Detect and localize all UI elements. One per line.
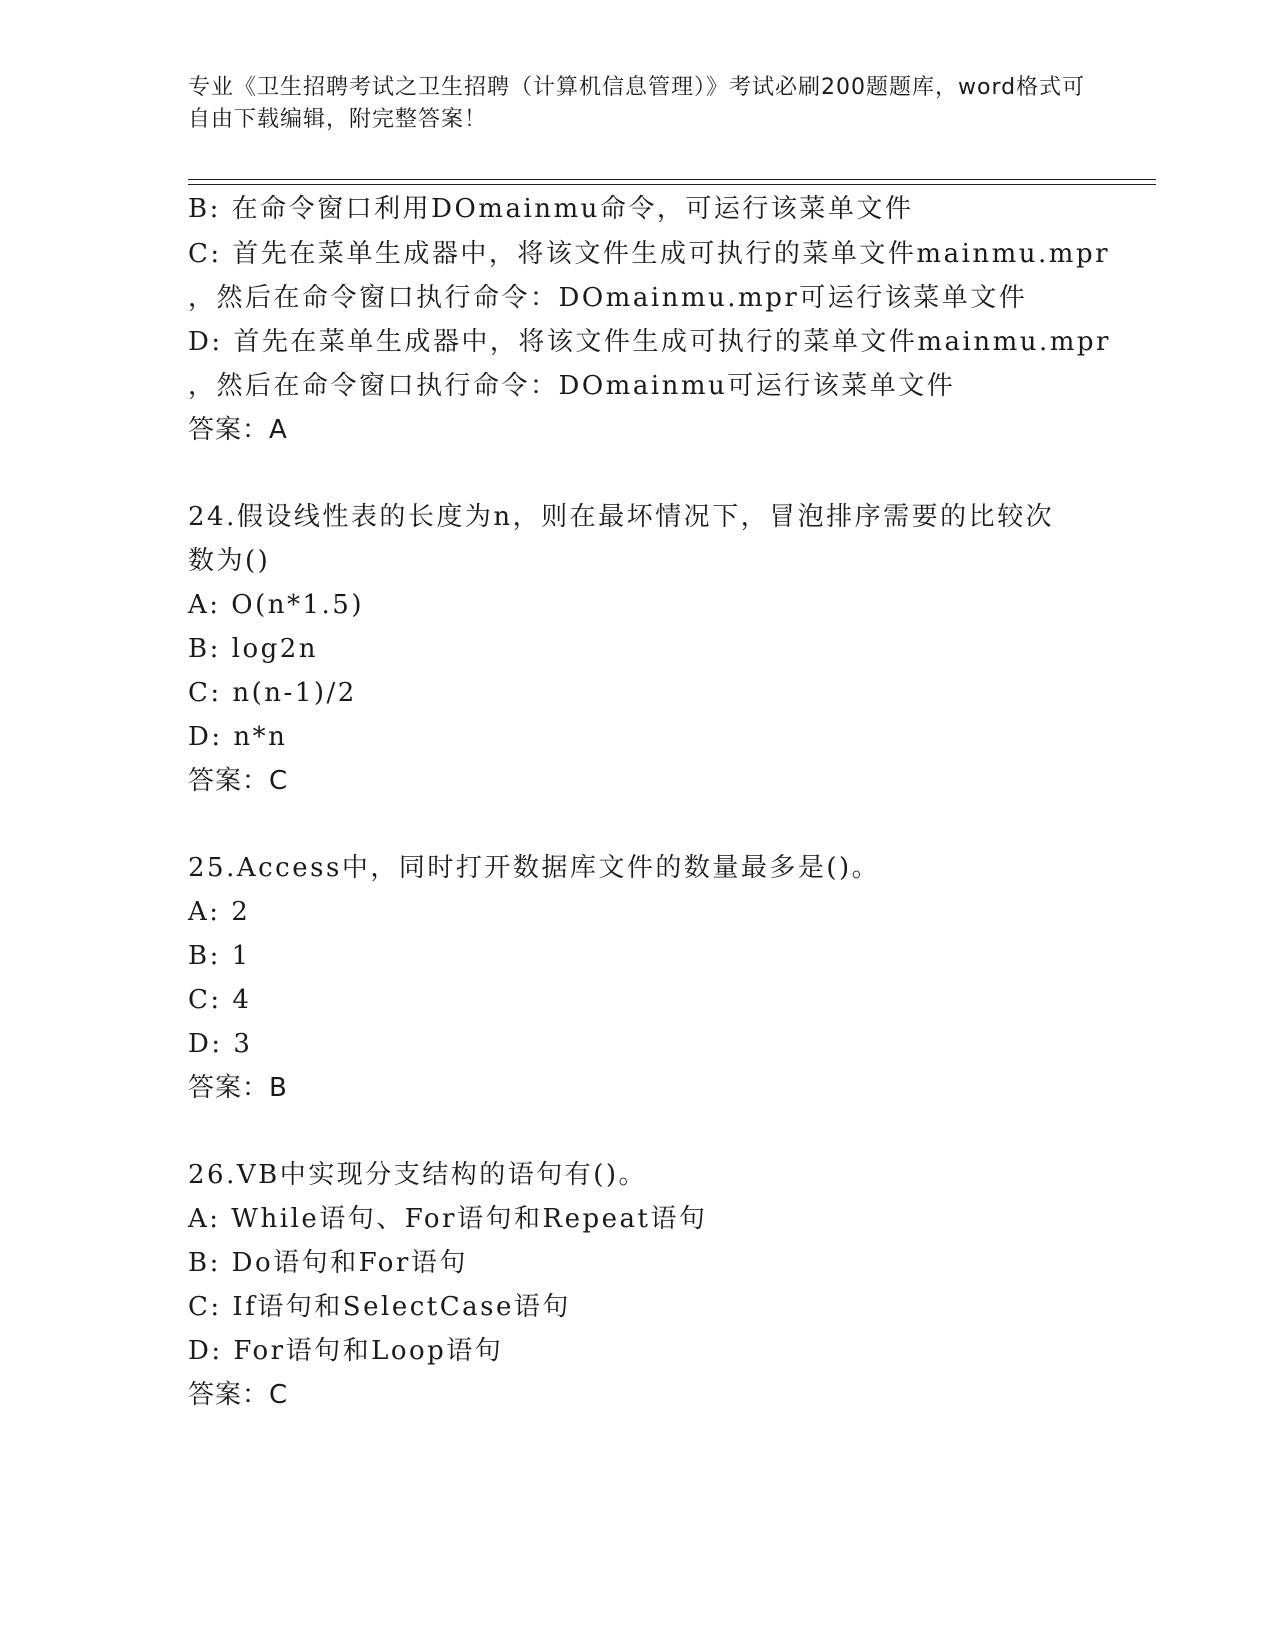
header-divider-top — [188, 179, 1156, 180]
q25-option-d: D: 3 — [188, 1029, 253, 1059]
q25-question: 25.Access中，同时打开数据库文件的数量最多是()。 — [188, 853, 881, 883]
q24-answer: 答案：C — [188, 766, 289, 796]
q26-option-b: B: Do语句和For语句 — [188, 1248, 468, 1278]
q24-option-d: D: n*n — [188, 722, 288, 752]
q25-answer: 答案：B — [188, 1073, 288, 1103]
q23-answer: 答案：A — [188, 415, 288, 445]
q24-option-b: B: log2n — [188, 634, 319, 664]
q24-option-a: A: O(n*1.5) — [188, 590, 364, 620]
q25-option-c: C: 4 — [188, 985, 252, 1015]
q23-option-c-line1: C: 首先在菜单生成器中，将该文件生成可执行的菜单文件mainmu.mpr — [188, 239, 1111, 269]
q25-option-a: A: 2 — [188, 897, 251, 927]
q24-option-c: C: n(n-1)/2 — [188, 678, 357, 708]
document-header: 专业《卫生招聘考试之卫生招聘（计算机信息管理）》考试必刷200题题库，word格式可自由下载编辑，附完整答案！ — [188, 75, 1086, 132]
q26-option-a: A: While语句、For语句和Repeat语句 — [188, 1204, 708, 1234]
q26-option-c: C: If语句和SelectCase语句 — [188, 1292, 571, 1322]
q23-option-c-line2: ，然后在命令窗口执行命令：DOmainmu.mpr可运行该菜单文件 — [188, 283, 1028, 313]
q26-option-d: D: For语句和Loop语句 — [188, 1336, 504, 1366]
header-divider-bottom — [188, 184, 1156, 185]
q23-option-d-line2: ，然后在命令窗口执行命令：DOmainmu可运行该菜单文件 — [188, 371, 956, 401]
q25-option-b: B: 1 — [188, 941, 251, 971]
q24-question-line2: 数为() — [188, 546, 271, 576]
q23-option-b: B: 在命令窗口利用DOmainmu命令，可运行该菜单文件 — [188, 194, 914, 224]
q23-option-d-line1: D: 首先在菜单生成器中，将该文件生成可执行的菜单文件mainmu.mpr — [188, 327, 1111, 357]
q26-question: 26.VB中实现分支结构的语句有()。 — [188, 1160, 648, 1190]
q24-question-line1: 24.假设线性表的长度为n，则在最坏情况下，冒泡排序需要的比较次 — [188, 502, 1055, 532]
q26-answer: 答案：C — [188, 1380, 289, 1410]
